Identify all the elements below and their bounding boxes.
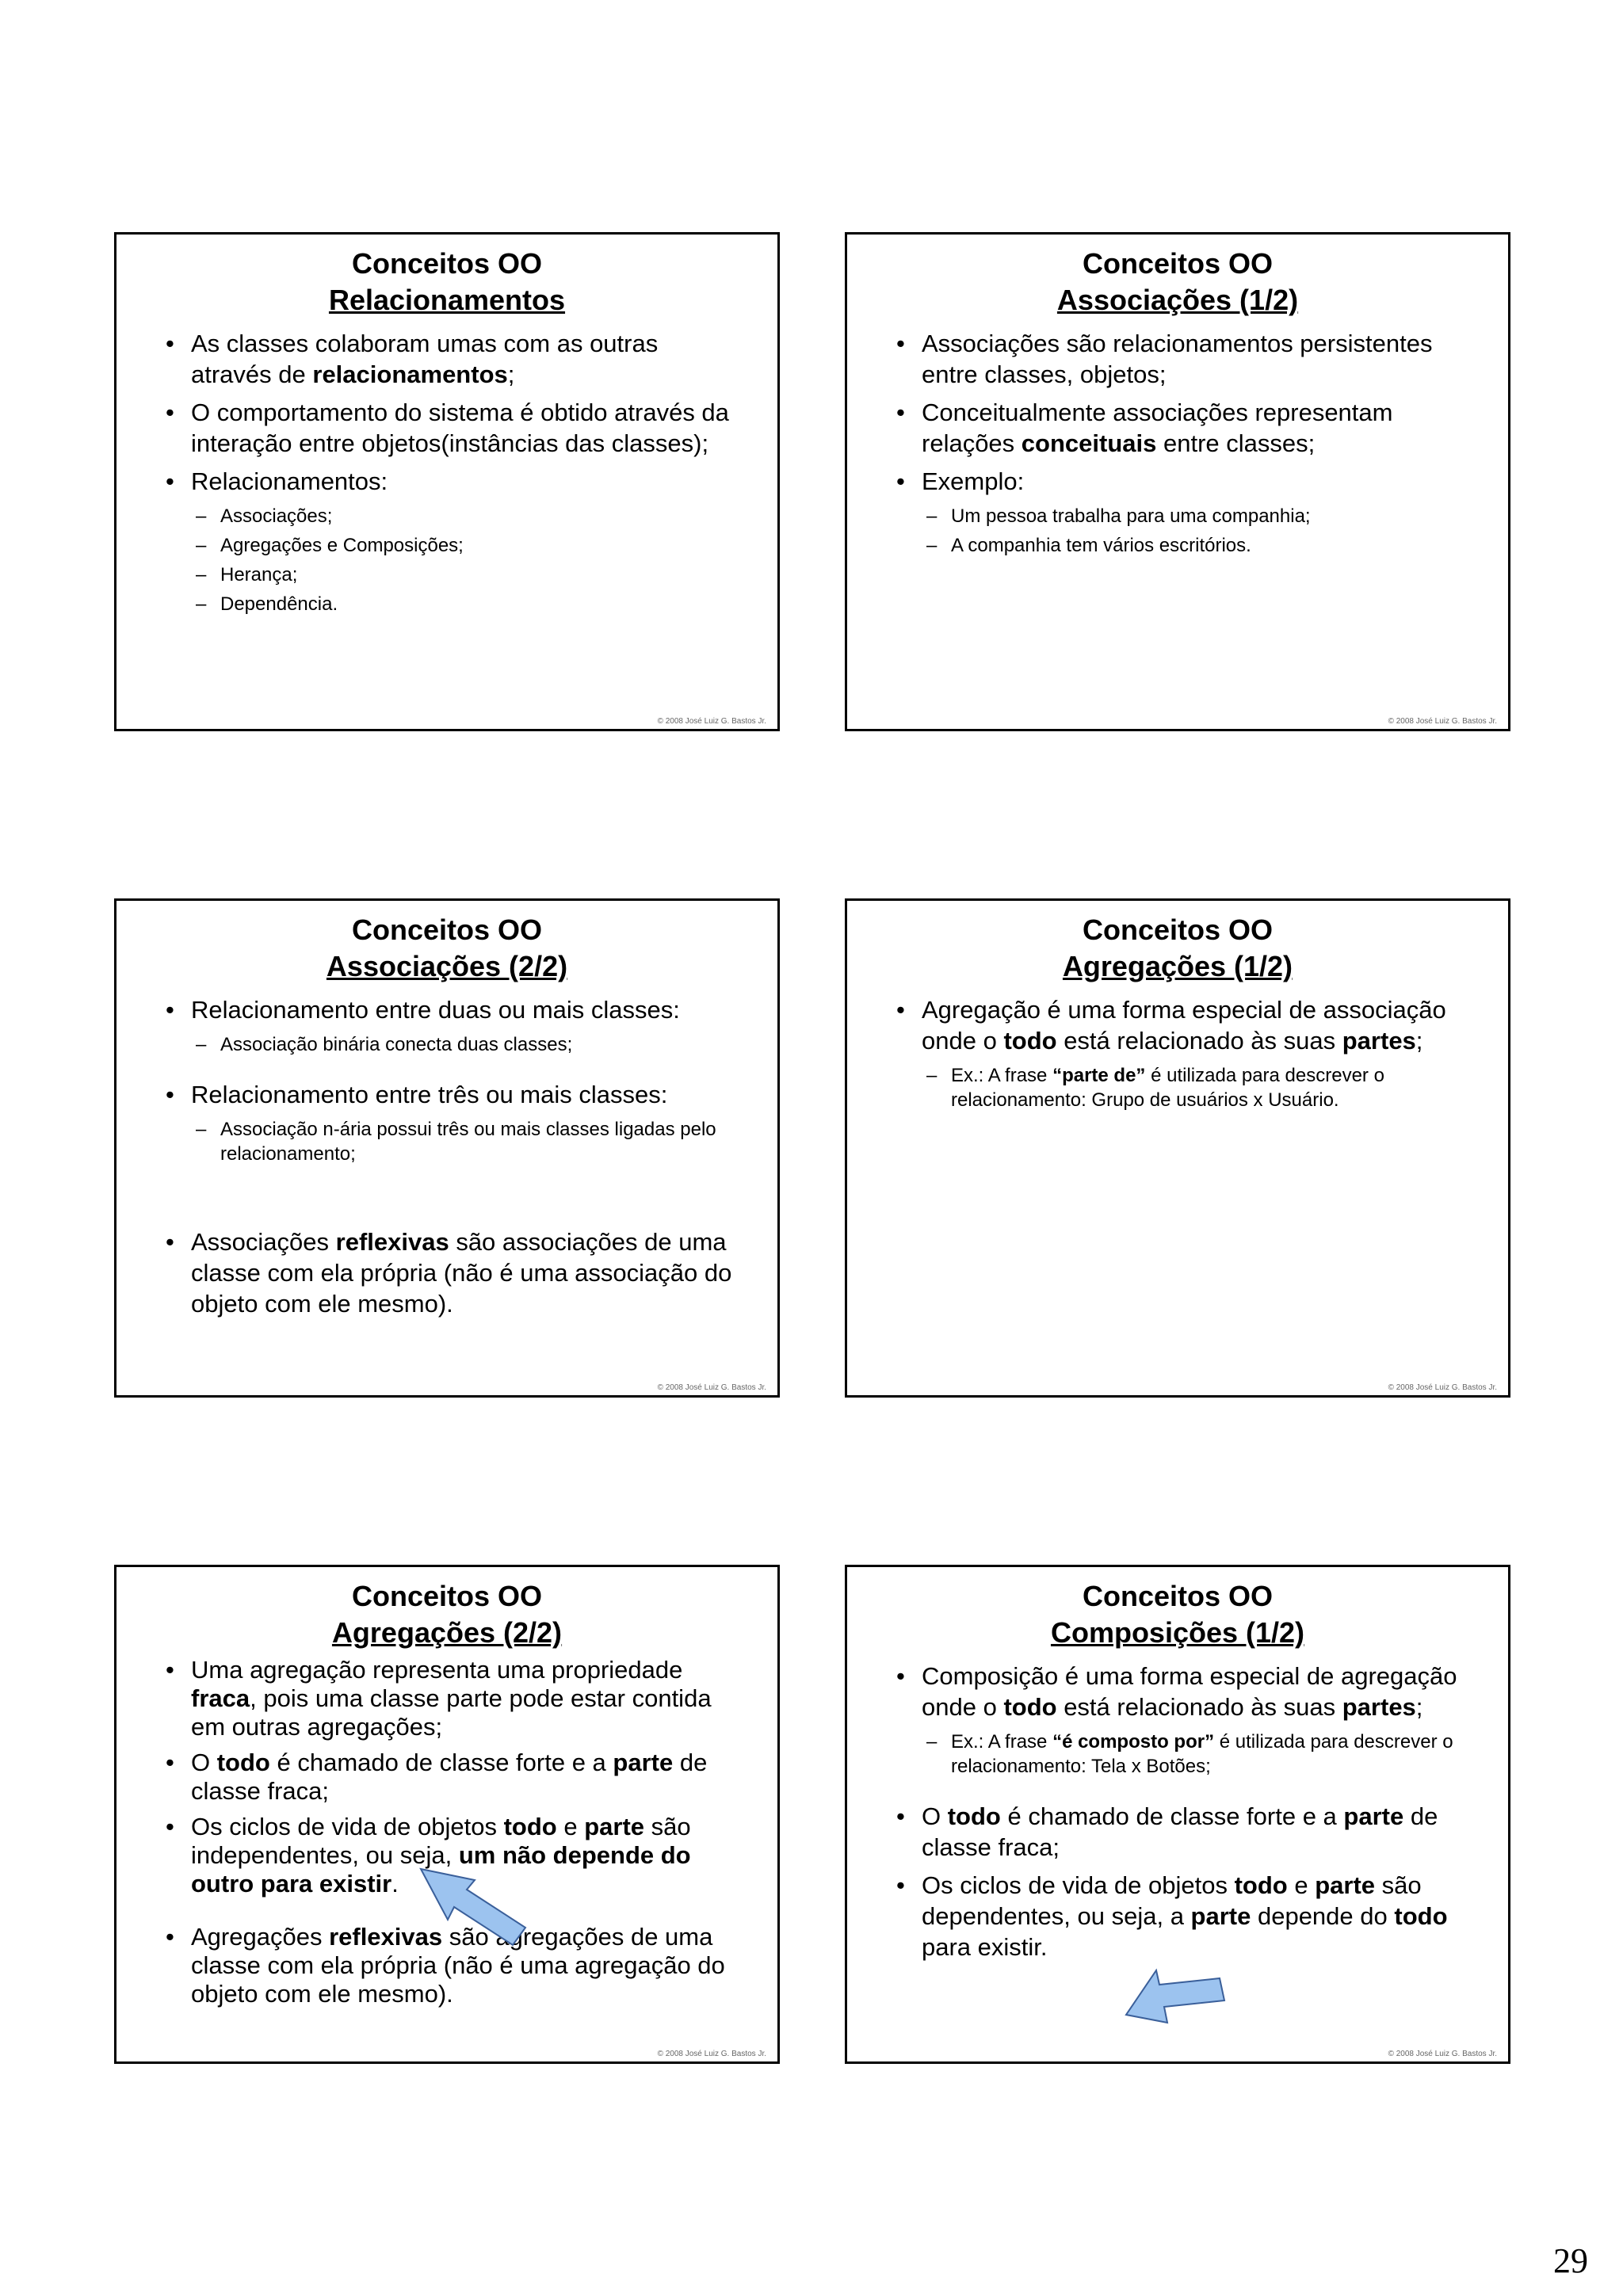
sub-bullet: – Associação binária conecta duas classes; <box>166 1032 738 1057</box>
bullet: • Relacionamento entre três ou mais classes: <box>166 1079 738 1110</box>
bullet: • Relacionamentos: <box>166 466 738 497</box>
slide-title-main: Conceitos OO <box>351 247 543 280</box>
slide-title-main: Conceitos OO <box>351 913 543 946</box>
bullet: • Conceitualmente associações representam relações conceituais entre classes; <box>896 397 1468 459</box>
sub-bullet: – A companhia tem vários escritórios. <box>896 533 1468 558</box>
slide-agregacoes-2 <box>114 1565 780 2064</box>
bullet: • Associações são relacionamentos persistentes entre classes, objetos; <box>896 328 1468 390</box>
sub-bullet: – Associações; <box>166 504 738 528</box>
sub-bullet: – Agregações e Composições; <box>166 533 738 558</box>
slide-agregacoes-1 <box>845 898 1510 1398</box>
slide-title <box>847 1578 1508 1651</box>
slide-footer: © 2008 José Luiz G. Bastos Jr. <box>1388 2050 1497 2058</box>
slide-body <box>166 1656 738 2016</box>
bullet: • Associações reflexivas são associações de uma classe com ela própria (não é uma associação do objeto com ele mesmo). <box>166 1226 738 1319</box>
slide-body <box>896 994 1468 1117</box>
slide-footer: © 2008 José Luiz G. Bastos Jr. <box>1388 1383 1497 1392</box>
slide-subtitle: Relacionamentos <box>328 284 566 316</box>
slide-footer: © 2008 José Luiz G. Bastos Jr. <box>657 717 766 726</box>
slide-title <box>116 912 777 985</box>
slide-relacionamentos <box>114 232 780 731</box>
bullet: • O todo é chamado de classe forte e a parte de classe fraca; <box>896 1801 1468 1863</box>
slide-associacoes-2 <box>114 898 780 1398</box>
bullet: • Os ciclos de vida de objetos todo e parte são independentes, ou seja, um não depende do outro para existir. <box>166 1813 738 1898</box>
slide-footer: © 2008 José Luiz G. Bastos Jr. <box>1388 717 1497 726</box>
slide-subtitle: Associações (1/2) <box>1056 284 1299 316</box>
pointer-arrow-icon <box>1125 1967 1228 2031</box>
slide-subtitle: Agregações (2/2) <box>331 1616 563 1649</box>
bullet: • O todo é chamado de classe forte e a parte de classe fraca; <box>166 1749 738 1806</box>
slide-subtitle: Agregações (1/2) <box>1062 950 1293 982</box>
slide-footer: © 2008 José Luiz G. Bastos Jr. <box>657 2050 766 2058</box>
bullet: • Agregações reflexivas são agregações de uma classe com ela própria (não é uma agregação do objeto com ele mesmo). <box>166 1923 738 2008</box>
slide-associacoes-1 <box>845 232 1510 731</box>
slide-title <box>116 1578 777 1651</box>
bullet: • Uma agregação representa uma propriedade fraca, pois uma classe parte pode estar contida em outras agregações; <box>166 1656 738 1741</box>
page-number: 29 <box>1553 2241 1588 2280</box>
sub-bullet: – Ex.: A frase “é composto por” é utilizada para descrever o relacionamento: Tela x Botões; <box>896 1730 1468 1779</box>
sub-bullet: – Herança; <box>166 563 738 587</box>
bullet: • As classes colaboram umas com as outras através de relacionamentos; <box>166 328 738 390</box>
bullet: • Exemplo: <box>896 466 1468 497</box>
bullet: • Agregação é uma forma especial de associação onde o todo está relacionado às suas partes; <box>896 994 1468 1056</box>
sub-bullet: – Dependência. <box>166 592 738 616</box>
pointer-arrow-icon <box>419 1863 530 1950</box>
slide-title-main: Conceitos OO <box>351 1580 543 1612</box>
slide-body <box>896 328 1468 563</box>
slide-title-main: Conceitos OO <box>1082 247 1274 280</box>
slide-title-main: Conceitos OO <box>1082 913 1274 946</box>
bullet: • Os ciclos de vida de objetos todo e parte são dependentes, ou seja, a parte depende do todo para existir. <box>896 1870 1468 1962</box>
bullet: • O comportamento do sistema é obtido através da interação entre objetos(instâncias das classes); <box>166 397 738 459</box>
slide-title <box>847 912 1508 985</box>
slide-title <box>116 246 777 318</box>
slide-body <box>896 1661 1468 1970</box>
slide-footer: © 2008 José Luiz G. Bastos Jr. <box>657 1383 766 1392</box>
sub-bullet: – Ex.: A frase “parte de” é utilizada para descrever o relacionamento: Grupo de usuários x Usuário. <box>896 1063 1468 1112</box>
slide-body <box>166 994 738 1326</box>
slide-composicoes-1 <box>845 1565 1510 2064</box>
sub-bullet: – Um pessoa trabalha para uma companhia; <box>896 504 1468 528</box>
slide-body <box>166 328 738 621</box>
slide-title-main: Conceitos OO <box>1082 1580 1274 1612</box>
slide-subtitle: Composições (1/2) <box>1050 1616 1305 1649</box>
bullet: • Composição é uma forma especial de agregação onde o todo está relacionado às suas partes; <box>896 1661 1468 1722</box>
sub-bullet: – Associação n-ária possui três ou mais classes ligadas pelo relacionamento; <box>166 1117 738 1166</box>
slide-subtitle: Associações (2/2) <box>326 950 568 982</box>
slide-title <box>847 246 1508 318</box>
bullet: • Relacionamento entre duas ou mais classes: <box>166 994 738 1025</box>
